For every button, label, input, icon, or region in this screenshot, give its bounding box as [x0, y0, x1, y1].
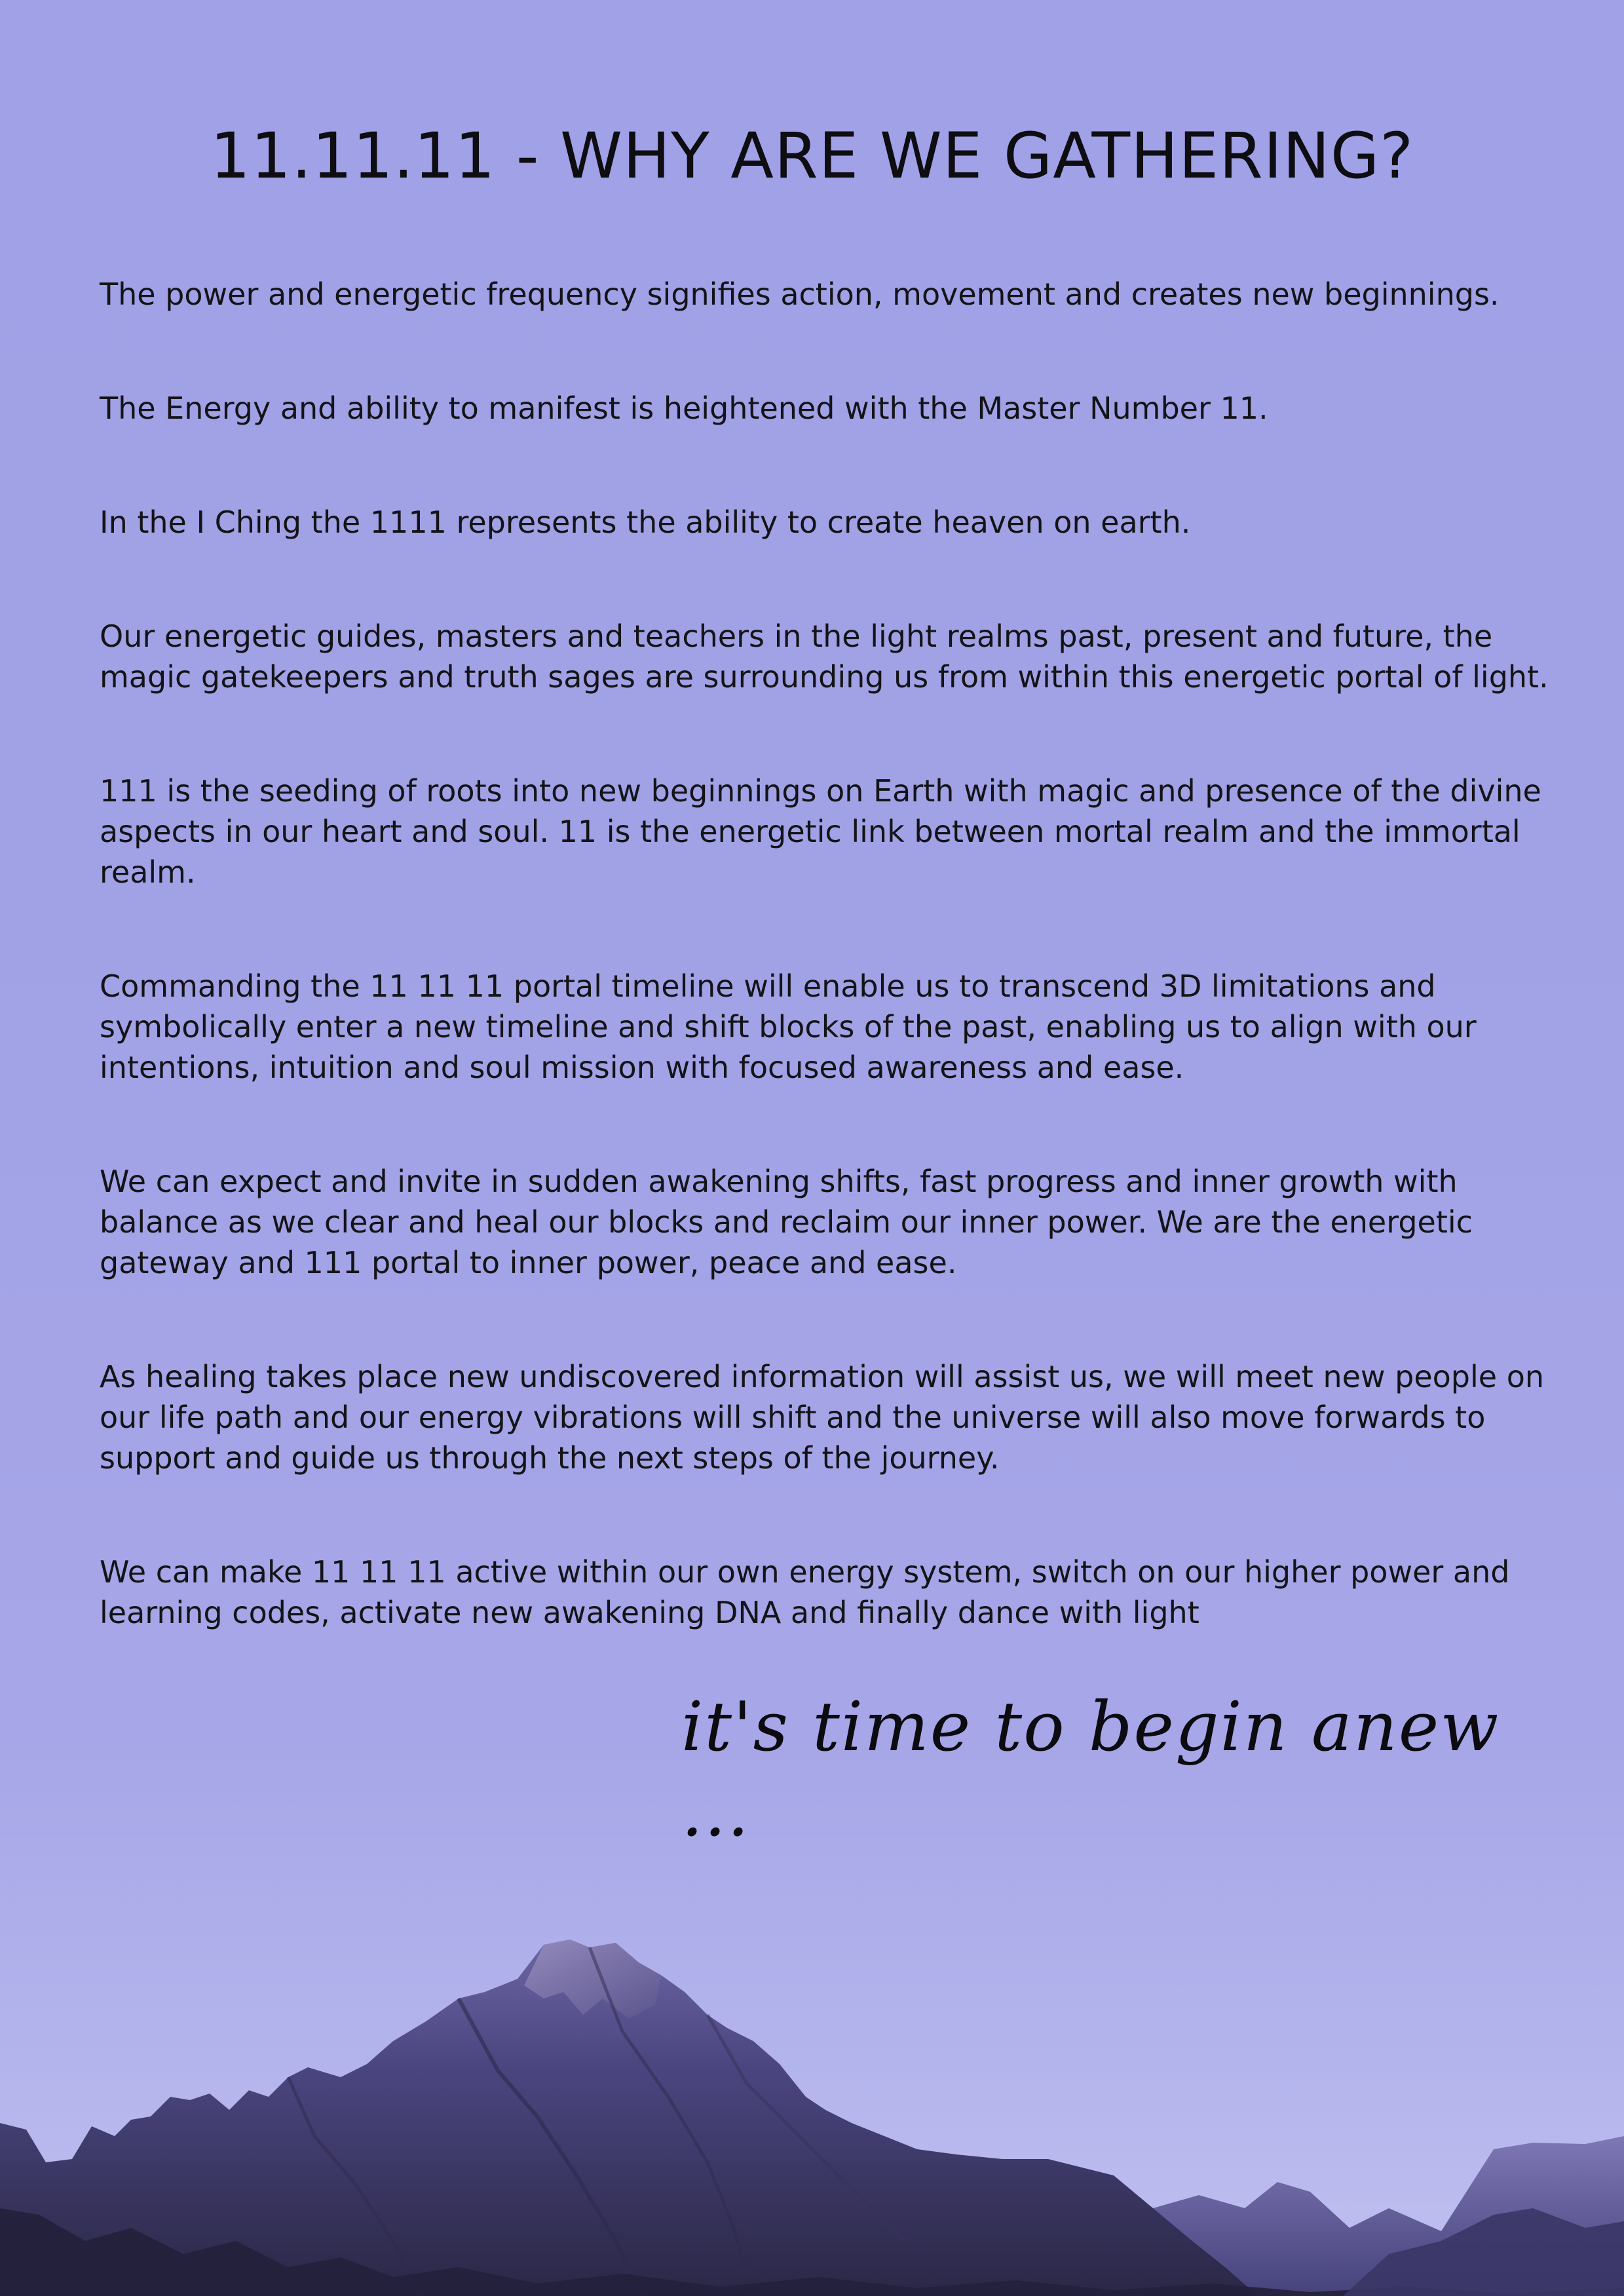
tagline: it's time to begin anew ... — [681, 1687, 1500, 1852]
body-text — [100, 274, 1554, 1706]
mountain-range-image — [0, 1900, 1624, 2296]
paragraph: The Energy and ability to manifest is heightened with the Master Number 11. — [100, 391, 1268, 426]
paragraph: Commanding the 11 11 11 portal timeline will enable us to transcend 3D limitations and symbolically enter a new timeline and shift blocks of the past, enabling us to align with our intentions, intuition and soul mission with focused awareness and ease. — [100, 968, 1477, 1085]
paragraph: We can expect and invite in sudden awakening shifts, fast progress and inner growth with balance as we clear and heal our blocks and reclaim our inner power. We are the energetic gateway and 111 portal to inner power, peace and ease. — [100, 1164, 1473, 1280]
paragraph: Our energetic guides, masters and teachers in the light realms past, present and future, the magic gatekeepers and truth sages are surrounding us from within this energetic portal of light. — [100, 619, 1549, 695]
paragraph: As healing takes place new undiscovered information will assist us, we will meet new people on our life path and our energy vibrations will shift and the universe will also move forwards to support and guide us through the next steps of the journey. — [100, 1359, 1544, 1476]
paragraph: We can make 11 11 11 active within our own energy system, switch on our higher power and learning codes, activate new awakening DNA and finally dance with light — [100, 1554, 1510, 1630]
page-title: 11.11.11 - WHY ARE WE GATHERING? — [210, 119, 1414, 193]
paragraph: The power and energetic frequency signifies action, movement and creates new beginnings. — [100, 277, 1500, 312]
paragraph: 111 is the seeding of roots into new beginnings on Earth with magic and presence of the divine aspects in our heart and soul. 11 is the energetic link between mortal realm and the immortal realm. — [100, 773, 1541, 890]
paragraph: In the I Ching the 1111 represents the ability to create heaven on earth. — [100, 505, 1191, 540]
